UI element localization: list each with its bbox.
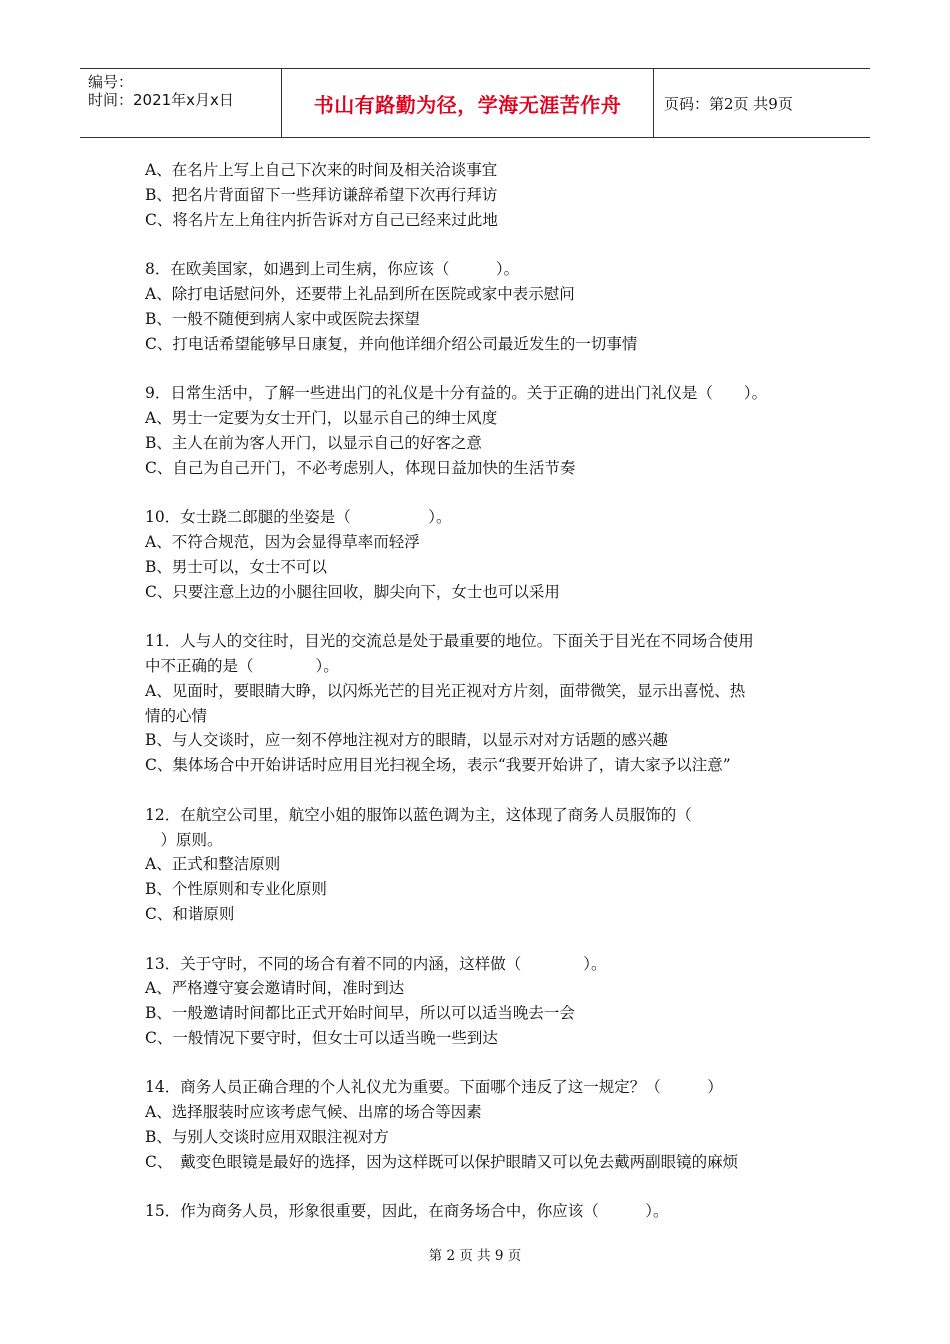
question-line: A、除打电话慰问外，还要带上礼品到所在医院或家中表示慰问 bbox=[145, 284, 575, 303]
question-line: C、 戴变色眼镜是最好的选择，因为这样既可以保护眼睛又可以免去戴两副眼镜的麻烦 bbox=[145, 1152, 739, 1171]
question-line: A、在名片上写上自己下次来的时间及相关洽谈事宜 bbox=[145, 161, 498, 179]
question-line: C、一般情况下要守时，但女士可以适当晚一些到达 bbox=[145, 1028, 498, 1047]
question-line: 中不正确的是（ ）。 bbox=[145, 656, 339, 675]
question-line: B、把名片背面留下一些拜访谦辞希望下次再行拜访 bbox=[145, 185, 498, 204]
question-line: C、和谐原则 bbox=[145, 904, 235, 923]
question-block bbox=[145, 158, 815, 232]
question-line: 9．日常生活中，了解一些进出门的礼仪是十分有益的。关于正确的进出门礼仪是（ ）。 bbox=[145, 384, 768, 403]
question-line: 15．作为商务人员，形象很重要，因此，在商务场合中，你应该（ ）。 bbox=[145, 1202, 669, 1221]
page-code: 页码：第2页 共9页 bbox=[664, 94, 793, 113]
question-block bbox=[145, 803, 815, 927]
question-line: ）原则。 bbox=[145, 830, 223, 849]
question-line: 12．在航空公司里，航空小姐的服饰以蓝色调为主，这体现了商务人员服饰的（ bbox=[145, 805, 692, 824]
question-line: 11．人与人的交往时，目光的交流总是处于最重要的地位。下面关于目光在不同场合使用 bbox=[145, 632, 754, 651]
question-line: B、与人交谈时，应一刻不停地注视对方的眼睛，以显示对对方话题的感兴趣 bbox=[145, 731, 668, 750]
question-block bbox=[145, 1199, 815, 1224]
question-line: C、打电话希望能够早日康复，并向他详细介绍公司最近发生的一切事情 bbox=[145, 334, 638, 353]
question-line: A、男士一定要为女士开门，以显示自己的绅士风度 bbox=[145, 408, 498, 427]
header-info bbox=[80, 69, 282, 137]
question-line: A、正式和整洁原则 bbox=[145, 855, 281, 874]
page-footer bbox=[0, 1244, 950, 1264]
page-header bbox=[80, 68, 870, 138]
footer-page-number: 第 2 页 共 9 页 bbox=[428, 1248, 522, 1264]
question-block bbox=[145, 505, 815, 604]
header-motto-cell bbox=[282, 69, 654, 137]
question-line: B、一般邀请时间都比正式开始时间早，所以可以适当晚去一会 bbox=[145, 1004, 575, 1023]
question-line: A、不符合规范，因为会显得草率而轻浮 bbox=[145, 532, 420, 551]
serial-label: 编号： bbox=[88, 73, 134, 91]
question-line: 情的心情 bbox=[145, 706, 208, 725]
question-line: B、个性原则和专业化原则 bbox=[145, 880, 327, 899]
question-block bbox=[145, 952, 815, 1051]
question-line: C、将名片左上角往内折告诉对方自己已经来过此地 bbox=[145, 210, 498, 229]
question-block bbox=[145, 629, 815, 778]
document-body bbox=[145, 158, 815, 1249]
question-block bbox=[145, 257, 815, 356]
question-block bbox=[145, 1075, 815, 1174]
time-label: 时间：2021年x月x日 bbox=[88, 91, 234, 109]
question-line: C、集体场合中开始讲话时应用目光扫视全场，表示“我要开始讲了，请大家予以注意” bbox=[145, 756, 731, 775]
question-line: 14．商务人员正确合理的个人礼仪尤为重要。下面哪个违反了这一规定？（ ） bbox=[145, 1078, 723, 1097]
header-page-code-cell bbox=[654, 69, 870, 137]
question-block bbox=[145, 381, 815, 480]
question-line: 10．女士跷二郎腿的坐姿是（ ）。 bbox=[145, 508, 452, 527]
question-line: A、严格遵守宴会邀请时间，准时到达 bbox=[145, 979, 405, 998]
question-line: A、见面时，要眼睛大睁，以闪烁光芒的目光正视对方片刻，面带微笑，显示出喜悦、热 bbox=[145, 681, 746, 700]
motto: 书山有路勤为径，学海无涯苦作舟 bbox=[313, 92, 622, 117]
question-line: A、选择服装时应该考虑气候、出席的场合等因素 bbox=[145, 1103, 482, 1122]
question-line: B、一般不随便到病人家中或医院去探望 bbox=[145, 309, 420, 328]
question-line: B、男士可以，女士不可以 bbox=[145, 557, 327, 576]
question-line: 8．在欧美国家，如遇到上司生病，你应该（ ）。 bbox=[145, 260, 520, 279]
question-line: B、主人在前为客人开门，以显示自己的好客之意 bbox=[145, 433, 482, 452]
question-line: C、只要注意上边的小腿往回收，脚尖向下，女士也可以采用 bbox=[145, 582, 560, 601]
question-line: B、与别人交谈时应用双眼注视对方 bbox=[145, 1128, 389, 1147]
question-line: C、自己为自己开门，不必考虑别人，体现日益加快的生活节奏 bbox=[145, 458, 576, 477]
question-line: 13．关于守时，不同的场合有着不同的内涵，这样做（ ）。 bbox=[145, 954, 607, 973]
